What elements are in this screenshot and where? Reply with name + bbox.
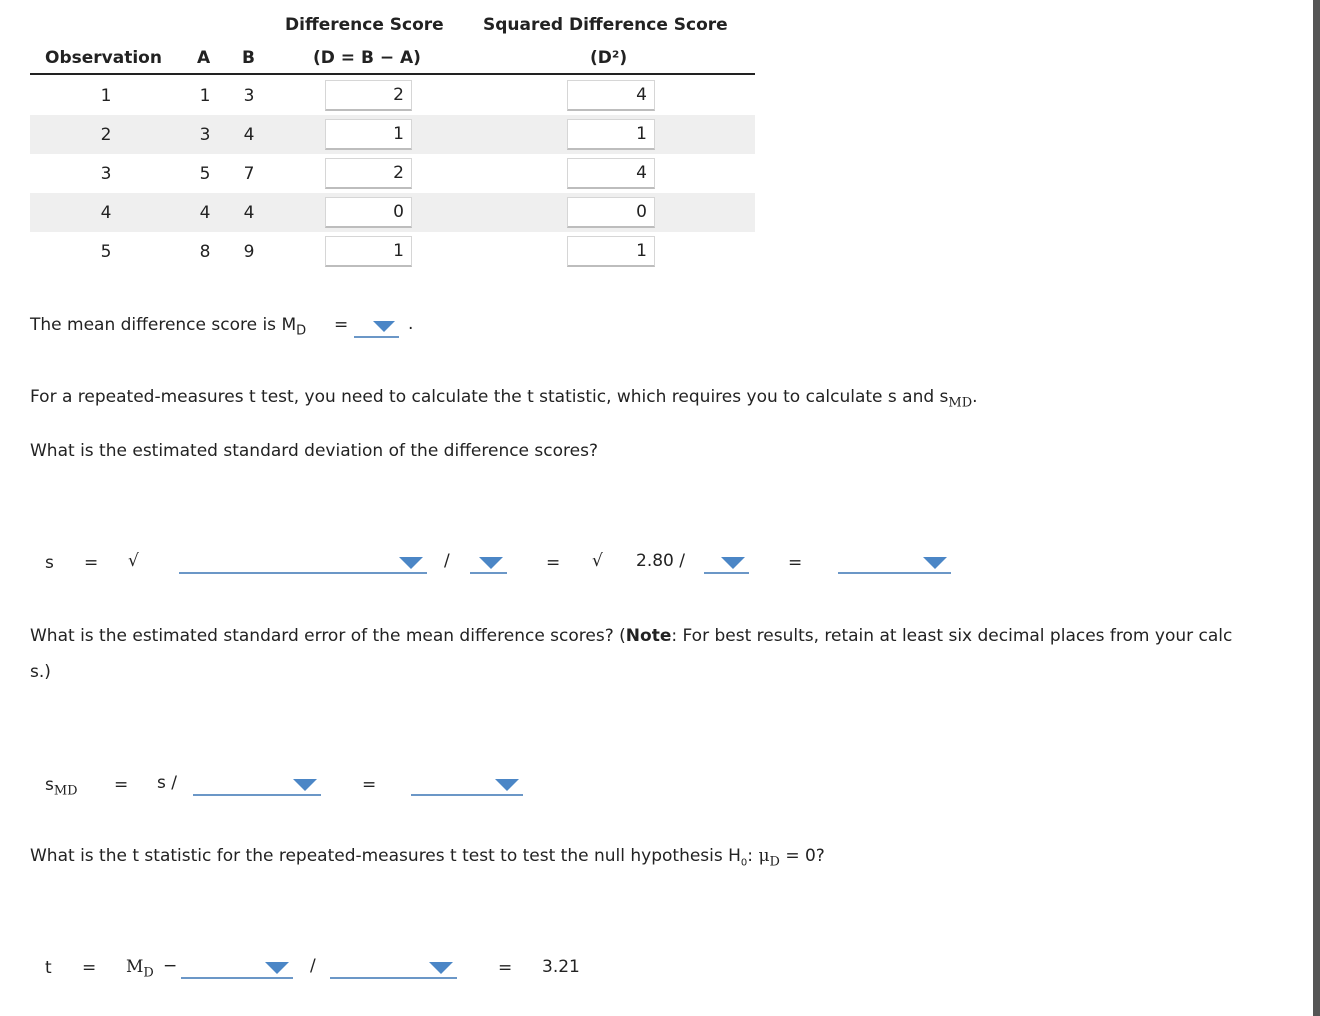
header-a: A bbox=[197, 48, 211, 68]
df-dropdown-2[interactable] bbox=[704, 550, 749, 574]
squared-diff-field[interactable]: 1 bbox=[567, 236, 655, 267]
diff-score-field[interactable]: 2 bbox=[325, 80, 412, 111]
cell-b: 7 bbox=[243, 164, 255, 184]
squared-diff-field[interactable]: 1 bbox=[567, 119, 655, 150]
cell-b: 3 bbox=[243, 86, 255, 106]
smd-s-slash: s / bbox=[157, 773, 177, 793]
cell-a: 1 bbox=[199, 86, 211, 106]
cell-b: 9 bbox=[243, 242, 255, 262]
cell-observation: 3 bbox=[100, 164, 112, 184]
md-m: M bbox=[126, 957, 144, 977]
t-equals-2: = bbox=[498, 958, 513, 978]
t-value: 3.21 bbox=[542, 957, 580, 977]
question-t-rest: = 0? bbox=[785, 846, 825, 866]
intro-period: . bbox=[972, 387, 978, 407]
diff-score-field[interactable]: 1 bbox=[325, 236, 412, 267]
mean-sub: D bbox=[296, 323, 307, 339]
squared-diff-field[interactable]: 4 bbox=[567, 80, 655, 111]
mean-equals: = bbox=[334, 315, 349, 335]
md-label bbox=[126, 957, 154, 980]
chevron-down-icon bbox=[293, 779, 317, 791]
mu-symbol: μ bbox=[758, 846, 770, 866]
sqrt-symbol-2: √ bbox=[592, 551, 603, 571]
mean-sentence bbox=[30, 315, 306, 338]
t-equals: = bbox=[82, 958, 97, 978]
cell-b: 4 bbox=[243, 203, 255, 223]
smd-result-dropdown[interactable] bbox=[411, 772, 523, 796]
intro-sub: MD bbox=[948, 395, 973, 411]
question-se bbox=[30, 626, 1232, 646]
header-b: B bbox=[242, 48, 255, 68]
header-diff-line2: (D = B − A) bbox=[313, 48, 421, 68]
diff-score-field[interactable]: 0 bbox=[325, 197, 412, 228]
s-equals-3: = bbox=[788, 553, 803, 573]
chevron-down-icon bbox=[923, 557, 947, 569]
chevron-down-icon bbox=[399, 557, 423, 569]
cell-a: 8 bbox=[199, 242, 211, 262]
s-slash: / bbox=[444, 551, 450, 571]
question-t-text: What is the t statistic for the repeated-measures t test to test the null hypothesis H bbox=[30, 846, 741, 866]
t-minus: − bbox=[163, 956, 178, 976]
chevron-down-icon bbox=[479, 557, 503, 569]
mean-text: The mean difference score is M bbox=[30, 315, 297, 335]
cell-observation: 5 bbox=[100, 242, 112, 262]
intro-text: For a repeated-measures t test, you need to calculate the t statistic, which requires you to calculate s and s bbox=[30, 387, 949, 407]
chevron-down-icon bbox=[265, 962, 289, 974]
mean-period: . bbox=[408, 314, 414, 334]
question-t bbox=[30, 846, 825, 869]
question-sd: What is the estimated standard deviation of the difference scores? bbox=[30, 441, 598, 461]
smd-equals: = bbox=[114, 775, 129, 795]
md-sub: D bbox=[143, 965, 154, 981]
null-hyp-sub: 0 bbox=[740, 857, 748, 869]
header-sq-line2: (D²) bbox=[590, 48, 628, 68]
sqrt-symbol: √ bbox=[128, 551, 139, 571]
diff-score-field[interactable]: 1 bbox=[325, 119, 412, 150]
null-hyp-colon: : bbox=[747, 846, 754, 866]
chevron-down-icon bbox=[495, 779, 519, 791]
question-se-line2: s.) bbox=[30, 662, 51, 682]
s-label: s bbox=[45, 553, 54, 573]
header-sq-line1: Squared Difference Score bbox=[483, 15, 728, 35]
t-label: t bbox=[45, 958, 52, 978]
cell-a: 3 bbox=[199, 125, 211, 145]
cell-a: 4 bbox=[199, 203, 211, 223]
ss-value: 2.80 / bbox=[636, 551, 685, 571]
header-rule bbox=[30, 73, 755, 75]
scrollbar-edge bbox=[1313, 0, 1320, 1016]
squared-diff-field[interactable]: 0 bbox=[567, 197, 655, 228]
s-equals-2: = bbox=[546, 553, 561, 573]
chevron-down-icon bbox=[429, 962, 453, 974]
question-se-part2: : For best results, retain at least six decimal places from your calc bbox=[671, 626, 1233, 646]
chevron-down-icon bbox=[373, 321, 395, 332]
cell-observation: 4 bbox=[100, 203, 112, 223]
mean-dropdown[interactable] bbox=[354, 314, 399, 338]
cell-a: 5 bbox=[199, 164, 211, 184]
smd-label bbox=[45, 775, 78, 798]
mu-sub: D bbox=[769, 854, 780, 870]
diff-score-field[interactable]: 2 bbox=[325, 158, 412, 189]
intro-sentence bbox=[30, 387, 978, 410]
s-equals: = bbox=[84, 553, 99, 573]
t-slash: / bbox=[310, 956, 316, 976]
smd-dropdown[interactable] bbox=[330, 955, 457, 979]
cell-observation: 2 bbox=[100, 125, 112, 145]
smd-sub: MD bbox=[53, 783, 78, 799]
s-result-dropdown[interactable] bbox=[838, 550, 951, 574]
cell-b: 4 bbox=[243, 125, 255, 145]
mu-dropdown[interactable] bbox=[181, 955, 293, 979]
question-se-part1: What is the estimated standard error of the mean difference scores? ( bbox=[30, 626, 626, 646]
cell-observation: 1 bbox=[100, 86, 112, 106]
smd-equals-2: = bbox=[362, 775, 377, 795]
smd-s: s bbox=[45, 775, 54, 795]
question-se-note: Note bbox=[625, 626, 672, 646]
squared-diff-field[interactable]: 4 bbox=[567, 158, 655, 189]
df-dropdown[interactable] bbox=[470, 550, 507, 574]
chevron-down-icon bbox=[721, 557, 745, 569]
header-diff-line1: Difference Score bbox=[285, 15, 444, 35]
ss-dropdown[interactable] bbox=[179, 550, 427, 574]
n-dropdown[interactable] bbox=[193, 772, 321, 796]
header-observation: Observation bbox=[45, 48, 162, 68]
